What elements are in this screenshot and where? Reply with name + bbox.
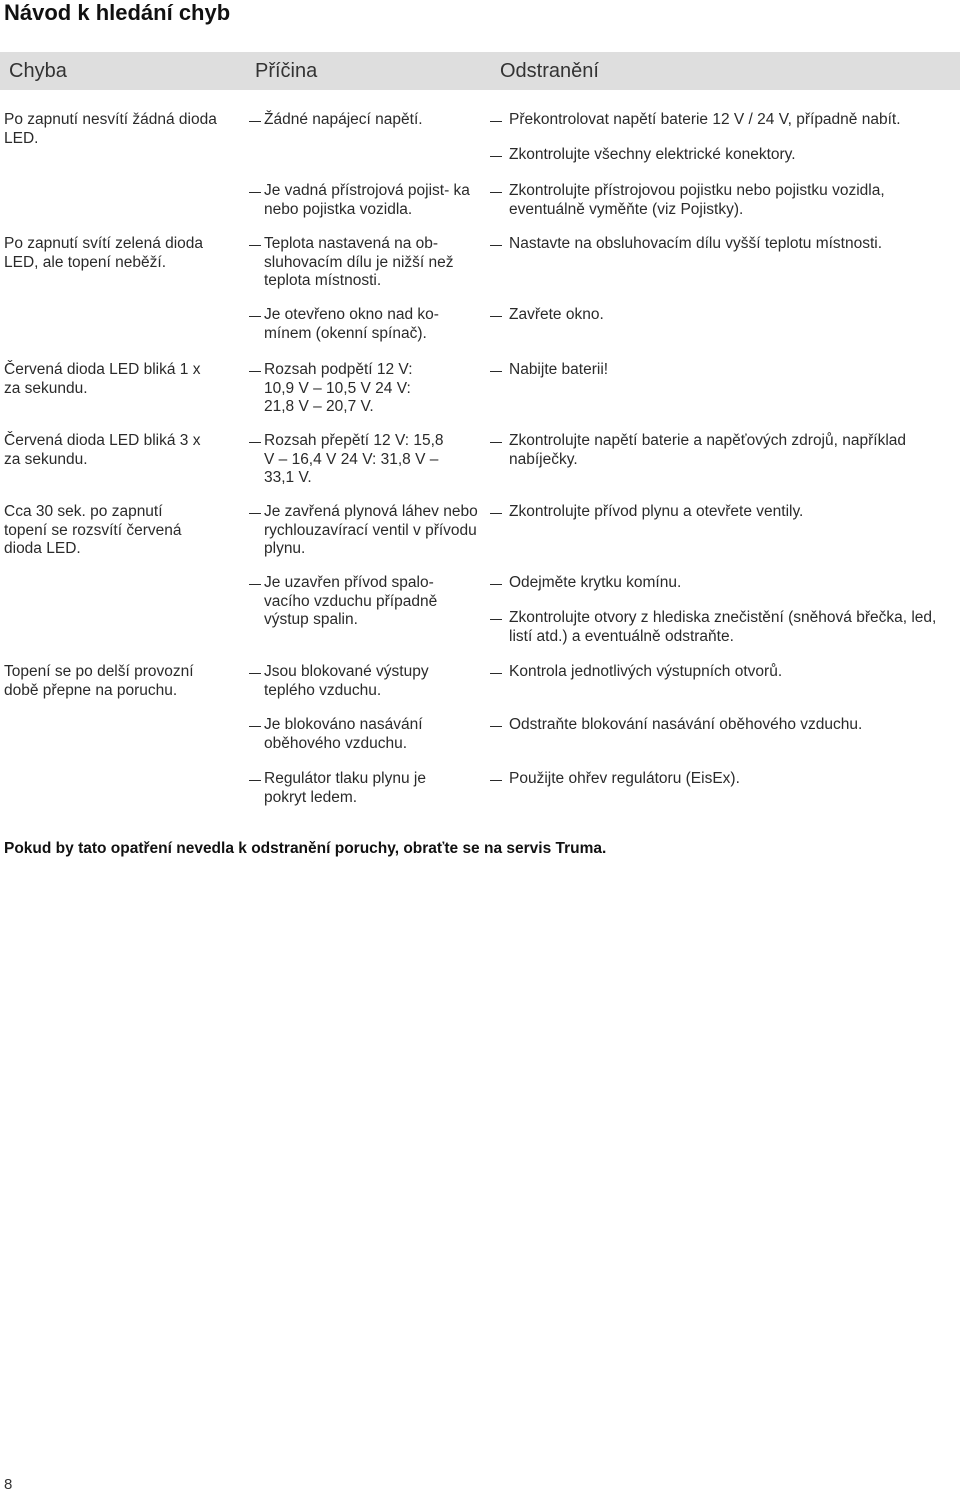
odstraneni-item: Odstraňte blokování nasávání oběhového vzduchu. [509,716,863,733]
header-pricina: Příčina [255,60,318,82]
footer-note: Pokud by tato opatření nevedla k odstranění poruchy, obraťte se na servis Truma. [4,840,607,857]
dash-icon [249,316,261,317]
pricina-item: Teplota nastavená na ob- sluhovacím dílu je nižší než teplota místnosti. [264,235,454,289]
pricina-item: Je vadná přístrojová pojist- ka nebo pojistka vozidla. [264,182,470,218]
dash-icon [490,371,502,372]
dash-icon [249,121,261,122]
odstraneni-item: Zavřete okno. [509,306,604,323]
dash-icon [490,156,502,157]
odstraneni-item: Překontrolovat napětí baterie 12 V / 24 V, případně nabít. [509,111,901,128]
chyba-item: Cca 30 sek. po zapnutí topení se rozsvítí červená dioda LED. [4,503,182,557]
pricina-item: Rozsah přepětí 12 V: 15,8 V – 16,4 V 24 V: 31,8 V – 33,1 V. [264,432,444,486]
dash-icon [249,584,261,585]
dash-icon [490,619,502,620]
page-number: 8 [4,1476,13,1493]
dash-icon [490,673,502,674]
odstraneni-item: Zkontrolujte otvory z hlediska znečistění (sněhová břečka, led, listí atd.) a eventuálně odstraňte. [509,609,937,645]
header-odstraneni: Odstranění [500,60,599,82]
dash-icon [490,513,502,514]
chyba-item: Červená dioda LED bliká 3 x za sekundu. [4,432,201,468]
dash-icon [490,726,502,727]
chyba-item: Topení se po delší provozní době přepne na poruchu. [4,663,194,699]
dash-icon [490,245,502,246]
header-chyba: Chyba [9,60,67,82]
page-title: Návod k hledání chyb [4,0,231,25]
dash-icon [249,442,261,443]
pricina-item: Je uzavřen přívod spalo- vacího vzduchu případně výstup spalin. [264,574,438,628]
table-header-band [0,52,960,90]
pricina-item: Je blokováno nasávání oběhového vzduchu. [264,716,423,752]
dash-icon [249,726,261,727]
dash-icon [249,513,261,514]
dash-icon [249,673,261,674]
chyba-item: Po zapnutí nesvítí žádná dioda LED. [4,111,217,147]
pricina-item: Je zavřená plynová láhev nebo rychlouzavírací ventil v přívodu plynu. [264,503,478,557]
pricina-item: Je otevřeno okno nad ko- mínem (okenní spínač). [264,306,439,342]
chyba-item: Červená dioda LED bliká 1 x za sekundu. [4,361,201,397]
dash-icon [490,584,502,585]
pricina-item: Jsou blokované výstupy teplého vzduchu. [264,663,429,699]
dash-icon [490,121,502,122]
dash-icon [490,316,502,317]
pricina-item: Žádné napájecí napětí. [264,111,423,128]
dash-icon [249,780,261,781]
odstraneni-item: Odejměte krytku komínu. [509,574,682,591]
odstraneni-item: Zkontrolujte napětí baterie a napěťových zdrojů, například nabíječky. [509,432,906,468]
dash-icon [249,245,261,246]
pricina-item: Rozsah podpětí 12 V: 10,9 V – 10,5 V 24 V: 21,8 V – 20,7 V. [264,361,413,415]
dash-icon [490,192,502,193]
dash-icon [249,371,261,372]
odstraneni-item: Zkontrolujte přívod plynu a otevřete ventily. [509,503,804,520]
odstraneni-item: Nastavte na obsluhovacím dílu vyšší teplotu místnosti. [509,235,883,252]
odstraneni-item: Zkontrolujte všechny elektrické konektory. [509,146,796,163]
odstraneni-item: Kontrola jednotlivých výstupních otvorů. [509,663,783,680]
dash-icon [249,192,261,193]
odstraneni-item: Zkontrolujte přístrojovou pojistku nebo pojistku vozidla, eventuálně vyměňte (viz Pojistky). [509,182,885,218]
pricina-item: Regulátor tlaku plynu je pokryt ledem. [264,770,426,806]
odstraneni-item: Nabijte baterii! [509,361,609,378]
odstraneni-item: Použijte ohřev regulátoru (EisEx). [509,770,740,787]
dash-icon [490,780,502,781]
dash-icon [490,442,502,443]
chyba-item: Po zapnutí svítí zelená dioda LED, ale topení neběží. [4,235,204,271]
